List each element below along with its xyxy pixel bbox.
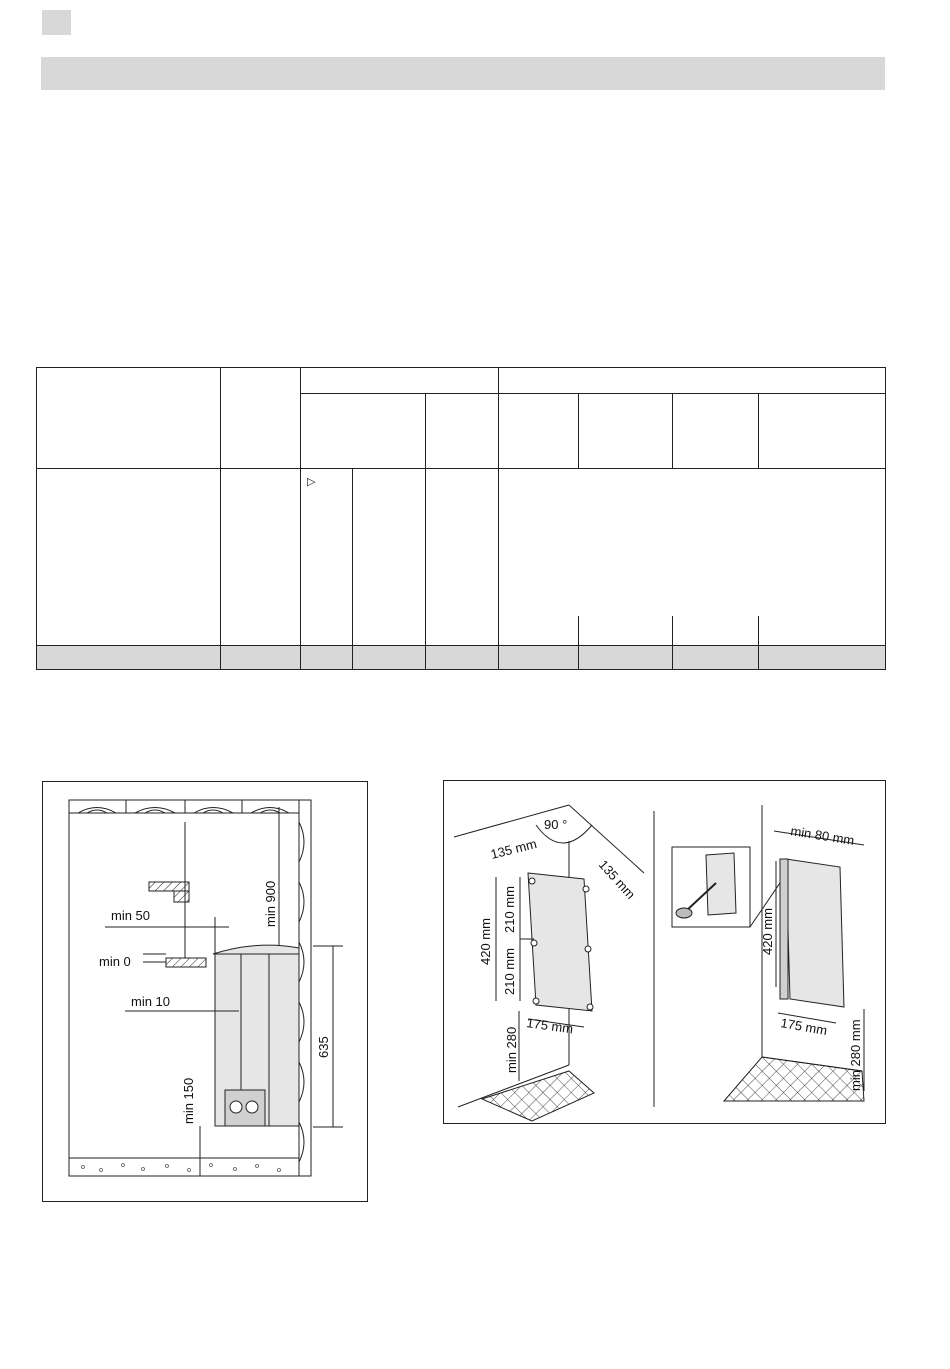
- body-cell-volume-min: [301, 469, 353, 646]
- body-cell-connection-merged: [499, 469, 886, 616]
- screwdriver-icon: [676, 908, 692, 918]
- header-cell-conn-4: [759, 394, 886, 469]
- header-cell-power: [221, 368, 301, 469]
- upper-bench-rail: [149, 882, 189, 891]
- label-min-80: min 80 mm: [789, 823, 856, 849]
- label-min-50: min 50: [111, 908, 151, 923]
- body-cell-conn-b: [579, 616, 673, 646]
- heater-side-edge: [780, 859, 788, 999]
- header-cell-model: [37, 368, 221, 469]
- label-min-280-left: min 280: [504, 1026, 519, 1073]
- footer-cell: [301, 646, 353, 670]
- label-135-right: 135 mm: [595, 856, 639, 902]
- floor-gravel: [82, 1164, 281, 1172]
- label-210-top: 210 mm: [502, 886, 517, 933]
- technical-data-table: [36, 367, 886, 670]
- ceiling-wood-blocks: [69, 800, 299, 813]
- label-135-left: 135 mm: [489, 835, 539, 862]
- body-cell-conn-c: [673, 616, 759, 646]
- header-cell-conn-1: [499, 394, 579, 469]
- footer-cell: [759, 646, 886, 670]
- label-635: 635: [316, 1036, 331, 1058]
- header-cell-volume: [301, 394, 426, 469]
- wall-wood-blocks: [299, 800, 311, 1176]
- footer-cell: [499, 646, 579, 670]
- footer-cell: [37, 646, 221, 670]
- triangle-marker-icon: ▷: [307, 476, 316, 488]
- table-body-row-top: [37, 469, 886, 616]
- heater-top: [213, 945, 299, 954]
- label-175-right: 175 mm: [779, 1015, 829, 1039]
- header-group-connection: [499, 368, 886, 394]
- floor-hatch-right: [724, 1057, 864, 1101]
- body-cell-conn-d: [759, 616, 886, 646]
- control-knob-icon: [246, 1101, 258, 1113]
- upper-bench-support: [174, 891, 189, 902]
- figure-wall-mounting: [443, 780, 886, 1124]
- footer-cell: [426, 646, 499, 670]
- body-cell-conn-a: [499, 616, 579, 646]
- table-footer-row: [37, 646, 886, 670]
- label-min-150: min 150: [181, 1077, 196, 1124]
- heater-panel-left: [528, 873, 592, 1011]
- page-number-box: [42, 10, 71, 35]
- lower-bench-rail: [166, 958, 206, 967]
- wall-mounting-drawing: [444, 781, 885, 1123]
- footer-cell: [579, 646, 673, 670]
- body-cell-volume-max: [353, 469, 426, 646]
- section-title-bar: [41, 57, 885, 90]
- label-210-bottom: 210 mm: [502, 948, 517, 995]
- header-cell-height: [426, 394, 499, 469]
- floor-hatch-left: [482, 1071, 594, 1121]
- label-min-10: min 10: [131, 994, 171, 1009]
- floor: [69, 1158, 299, 1176]
- label-420-left: 420 mm: [478, 918, 493, 965]
- header-cell-conn-3: [673, 394, 759, 469]
- label-420-right: 420 mm: [760, 908, 775, 955]
- header-cell-conn-2: [579, 394, 673, 469]
- label-min-900: min 900: [263, 880, 278, 927]
- detail-bracket: [706, 853, 736, 915]
- table-header-row-1: [37, 368, 886, 394]
- label-angle-90: 90 °: [544, 817, 568, 832]
- label-min-280-right: min 280 mm: [848, 1019, 863, 1091]
- figure-safety-distances: [42, 781, 368, 1202]
- safety-distances-drawing: [43, 782, 367, 1201]
- heater-panel-right: [786, 859, 844, 1007]
- footer-cell: [221, 646, 301, 670]
- label-175-left: 175 mm: [525, 1015, 575, 1037]
- header-group-sauna-room: [301, 368, 499, 394]
- body-cell-height: [426, 469, 499, 646]
- footer-cell: [353, 646, 426, 670]
- control-knob-icon: [230, 1101, 242, 1113]
- footer-cell: [673, 646, 759, 670]
- label-min-0: min 0: [99, 954, 131, 969]
- body-cell-model: [37, 469, 221, 646]
- body-cell-power: [221, 469, 301, 646]
